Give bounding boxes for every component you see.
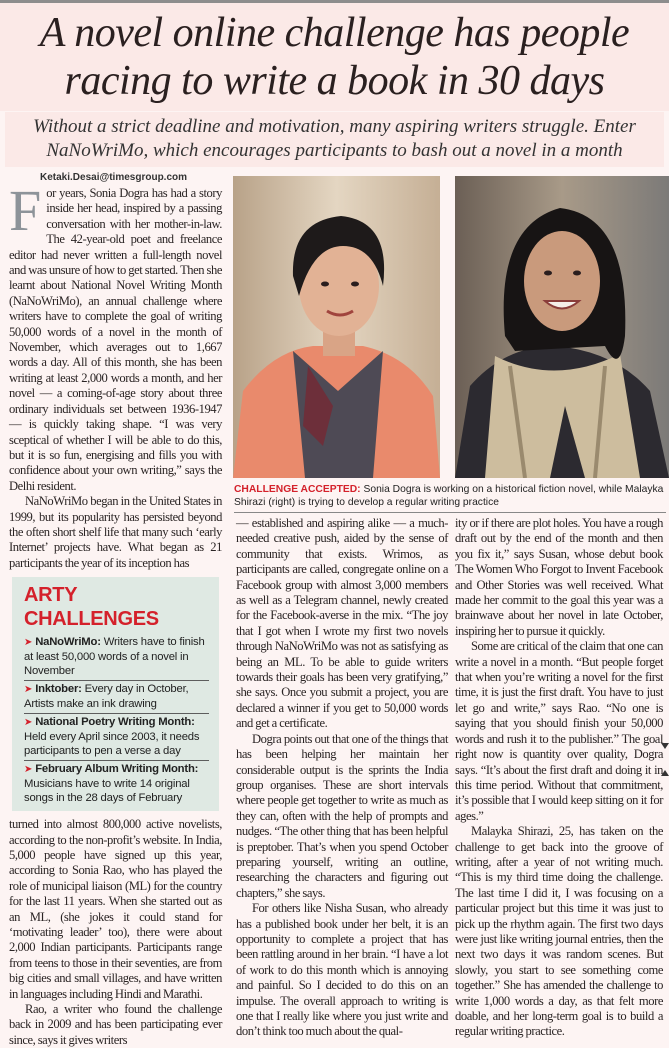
paragraph: NaNoWriMo began in the United States in 1999, but its popularity has persisted beyond the often short shelf life that many such ‘early Internet’ projects have. What began as 21 participants the year of its inception has [9,494,222,570]
headline-line-2: racing to write a book in 30 days [64,58,605,104]
portrait-illustration [455,176,669,478]
photo-caption [234,483,666,513]
challenge-item: ➤ NaNoWriMo: Writers have to finish at least 50,000 words of a novel in November [24,634,209,681]
paragraph: — established and aspiring alike — a much-needed creative push, aided by the sense of community that exists. Wrimos, as participants are called, congregate online on a Facebook group with almost 3,000 members as well as a Telegram channel, newly created for the Facebook-averse in the mix. “The joy that I got when I wrote my first two novels through NaNoWriMo was not as satisfying as being an ML. To be able to guide writers towards their goals has been very gratifying,” she says. Once you submit a project, you are declared a winner if you get to 50,000 words and get a certificate. [236,516,448,731]
fold-marker [661,770,669,776]
deck-line-1: Without a strict deadline and motivation, many aspiring writers struggle. Enter [33,116,636,137]
photo-sonia-dogra [233,176,440,478]
byline: Ketaki.Desai@timesgroup.com [40,172,188,183]
deck-line-2: NaNoWriMo, which encourages participants to bash out a novel in a month [46,140,623,161]
paragraph: Rao, a writer who found the challenge back in 2009 and has been participating ever since, says it gives writers [9,1002,222,1047]
arrow-icon: ➤ [24,637,33,649]
dropcap: F [9,178,42,243]
portrait-illustration [233,176,440,478]
column-1 [9,178,222,1048]
challenge-item: ➤ Inktober: Every day in October, Artists make an ink drawing [24,681,209,714]
challenge-item: ➤ February Album Writing Month: Musicians have to write 14 original songs in the 28 days of February [24,763,199,805]
paragraph: or years, Sonia Dogra has had a story inside her head, inspired by a passing conversation with her mother-in-law. The 42-year-old poet and freelance editor had never written a full-length novel and was unsure of how to get started. Then she learnt about National Novel Writing Month (NaNoWriMo), an annual challenge where writers have to complete the goal of writing 50,000 words of a novel in the month of November, which averages out to 1,667 words a day. All of this month, she has been writing at least 2,000 words a month, and her novel — a coming-of-age story about three ordinary individuals set between 1936-1947 — is quickly taking shape. “I was very sceptical of whether I will be able to do this, but it is so fun, energising and fills you with confidence about your own writing,” says the Delhi resident. [9,186,222,493]
challenge-item: ➤ National Poetry Writing Month: Held every April since 2003, it needs participants to pen a verse a day [24,714,209,761]
arrow-icon: ➤ [24,764,33,776]
caption-label: CHALLENGE ACCEPTED: [234,484,361,495]
paragraph: Dogra points out that one of the things that has been helping her maintain her considerable output is the sprints the India group organises. These are short intervals where people get together to write as much as they can, often with the help of prompts and nudges. “The other thing that has been helpful is preptober. That’s when you spend October preparing yourself, writing an outline, researching the characters and figuring out chapters,” she says. [236,731,448,900]
paragraph: Malayka Shirazi, 25, has taken on the challenge to get back into the groove of writing, after a year of not writing much. “This is my third time doing the challenge. The last time I did it, I was focusing on a particular project but this time it was just to pick up the rhythm again. The first two days were just like writing journal entries, then the next two days it was random scenes. But slowly, you start to see something come together.” She has amended the challenge to write 1,000 words a day, as that felt more doable, and her long-term goal is to build a regular writing practice. [455,824,663,1039]
paragraph: For others like Nisha Susan, who already has a published book under her belt, it is an opportunity to complete a project that has been rattling around in her brain. “I have a lot of work to do this month which is annoying and painful. So I decided to do this on an impulse. The overall approach to writing is one that I really like where you just write and don’t think too much about the qual- [236,901,448,1039]
paragraph: Some are critical of the claim that one can write a novel in a month. “But people forget that when you’re writing a novel for the first time, it is just the first draft. You have to just let go and write,” says Rao. “No one is saying that you should finish your 50,000 words and rush it to the publisher.” The goal right now is quantity over quality, Dogra says. “It’s about the first draft and doing it in this time period. Without that commitment, it’s possible that I would keep sitting on it for ages.” [455,639,663,823]
box-title: ARTY CHALLENGES [24,584,159,631]
fold-marker [661,743,669,749]
column-2 [236,516,448,1040]
headline [0,3,669,111]
arty-challenges-box [12,577,219,811]
paragraph: ity or if there are plot holes. You have a rough draft out by the end of the month and then you fix it,” says Susan, whose debut book The Women Who Forgot to Invent Facebook and Other Stories was well received. What made her commit to the goal this year was a brainwave about her novel in late October, inspiring her to pursue it quickly. [455,516,663,638]
headline-line-1: A novel online challenge has people [39,10,630,56]
paragraph: turned into almost 800,000 active novelists, according to the non-profit’s website. In India, 5,000 people have signed up this year, according to Sonia Rao, who has played the role of municipal liaison (ML) for the country for the last 11 years. When she started out as an ML, (she jokes it could stand for ‘motivating leader’ too), there were about 2,000 Indian participants. Participants range from teens to those in their seventies, are from big cities and small villages, and have written in languages including Hindi and Marathi. [9,817,222,1001]
column-3 [455,516,663,1040]
caption-text: Sonia Dogra is working on a historical fiction novel, while Malayka Shirazi (right) is trying to develop a regular writing practice [234,484,664,508]
deck [5,112,664,167]
arrow-icon: ➤ [24,684,33,696]
photo-malayka-shirazi [455,176,669,478]
arrow-icon: ➤ [24,717,33,729]
